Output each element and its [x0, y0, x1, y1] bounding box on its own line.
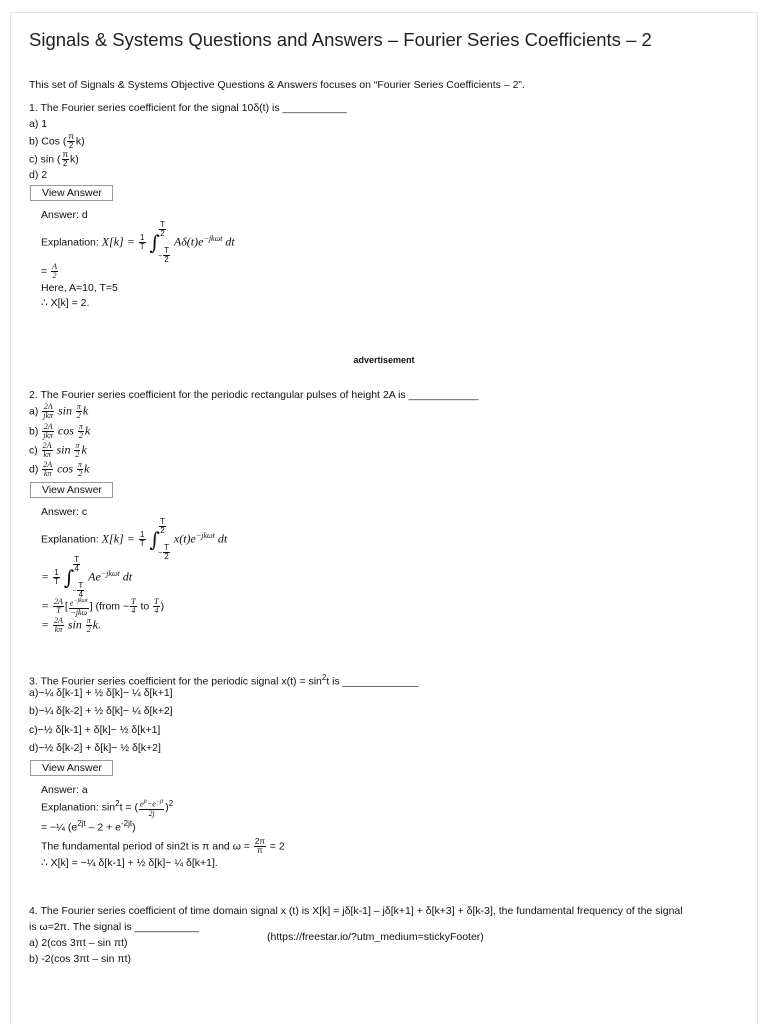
q3-explanation-line2: = −¼ $(e^{2jt} - 2 + e^{-2jt})$ [41, 819, 136, 834]
q2-explanation-line4: = $\frac{2A}{k\pi}$ sin $\frac{\pi}{2}$ k. [41, 616, 102, 634]
q4-option-a: a) 2(cos 3πt – sin πt) [29, 937, 128, 949]
q2-option-d: d) $\frac{2A}{k\pi}$ cos $\frac{\pi}{2}$ k [29, 460, 90, 478]
q2-option-c: c) $\frac{2A}{k\pi}$ sin $\frac{\pi}{2}$ k [29, 441, 87, 459]
q1-explanation-line4: ∴ X[k] = 2. [41, 297, 90, 309]
q3-answer: Answer: a [41, 784, 88, 796]
q3-explanation-line3: The fundamental period of sin2t is π and ω = $\frac{2\pi}{\pi}$ = 2 [41, 837, 285, 855]
q3-explanation-line4: ∴ X[k] = −¼ δ[k-1] + ½ δ[k]− ¼ δ[k+1]. [41, 857, 218, 869]
q3-option-b: b)−¼ δ[k-2] + ½ δ[k]− ¼ δ[k+2] [29, 705, 173, 717]
q1-explanation-line2: = $\frac{A}{2}$ [41, 262, 57, 280]
page [10, 12, 758, 1024]
question-3: 3. The Fourier series coefficient for the periodic signal $x(t) = \sin^2t$ is _____________ [29, 673, 419, 688]
q1-option-d: d) 2 [29, 169, 48, 181]
question-2: 2. The Fourier series coefficient for the periodic rectangular pulses of height 2A is ____________ [29, 389, 479, 401]
q2-option-a: a) $\frac{2A}{\text{jkπ}}$ sin $\frac{\pi}{2}$ k [29, 402, 89, 420]
q3-view-answer-button[interactable]: View Answer [30, 760, 113, 776]
q2-view-answer-button[interactable]: View Answer [30, 482, 113, 498]
q2-explanation: Explanation: X[k] = $\frac{1}{T}$ ∫ $\frac{T}{2}$ − $\frac{T}{2}$ $x(t)e^{-jk\omega t}$ dt [41, 517, 228, 561]
intro-text: This set of Signals & Systems Objective Questions & Answers focuses on “Fourier Series Coefficients – 2”. [29, 79, 525, 91]
q3-option-a: a)−¼ δ[k-1] + ½ δ[k]− ¼ δ[k+1] [29, 687, 173, 699]
q1-explanation-line3: Here, A=10, T=5 [41, 282, 118, 294]
page-title: Signals & Systems Questions and Answers – Fourier Series Coefficients – 2 [29, 29, 652, 50]
question-4-line2: is ω=2π. The signal is ___________ [29, 921, 199, 933]
q2-explanation-line2: = $\frac{1}{T}$ ∫ $\frac{T}{4}$ − $\frac{T}{4}$ $Ae^{-jk\omega t}$ dt [41, 555, 133, 599]
q2-answer: Answer: c [41, 506, 88, 518]
sticky-footer-link[interactable]: (https://freestar.io/?utm_medium=stickyFooter) [267, 931, 484, 943]
advertisement-label: advertisement [353, 355, 415, 365]
q1-answer: Answer: d [41, 209, 88, 221]
question-4-line1: 4. The Fourier series coefficient of time domain signal x (t) is X[k] = jδ[k-1] – jδ[k+1] + δ[k+3] + δ[k-3], the fundamental frequency of the signal [29, 905, 683, 917]
q4-option-b: b) -2(cos 3πt – sin πt) [29, 953, 132, 965]
q3-option-c: c)−½ δ[k-1] + δ[k]− ½ δ[k+1] [29, 724, 161, 736]
q1-option-b: b) Cos ( $\frac{\pi}{2}$ k) [29, 132, 85, 150]
q2-option-b: b) $\frac{2A}{\text{jkπ}}$ cos $\frac{\pi}{2}$ k [29, 422, 91, 440]
question-1: 1. The Fourier series coefficient for the signal 10δ(t) is ___________ [29, 102, 347, 114]
q2-explanation-line3: = $\frac{2A}{T}$ [ $\frac{e^{-jk\omega t}}{\text{−jkω}}$ ] (from − $\frac{T}{4}$ to $\frac{T}{4}$ ) [41, 597, 165, 617]
q1-explanation: Explanation: X[k] = $\frac{1}{T}$ ∫ $\frac{T}{2}$ − $\frac{T}{2}$ $A\delta(t)e^{-jk\omega t}$ dt [41, 220, 235, 264]
q1-view-answer-button[interactable]: View Answer [30, 185, 113, 201]
q3-option-d: d)−½ δ[k-2] + δ[k]− ½ δ[k+2] [29, 742, 161, 754]
q1-option-c: c) sin ( $\frac{\pi}{2}$ k) [29, 150, 79, 168]
q3-explanation: Explanation: $\sin^2t$ = ( $\frac{e^{jt}-e^{-jt}}{2j}$ )$^2$ [41, 799, 174, 818]
q1-option-a: a) 1 [29, 118, 48, 130]
